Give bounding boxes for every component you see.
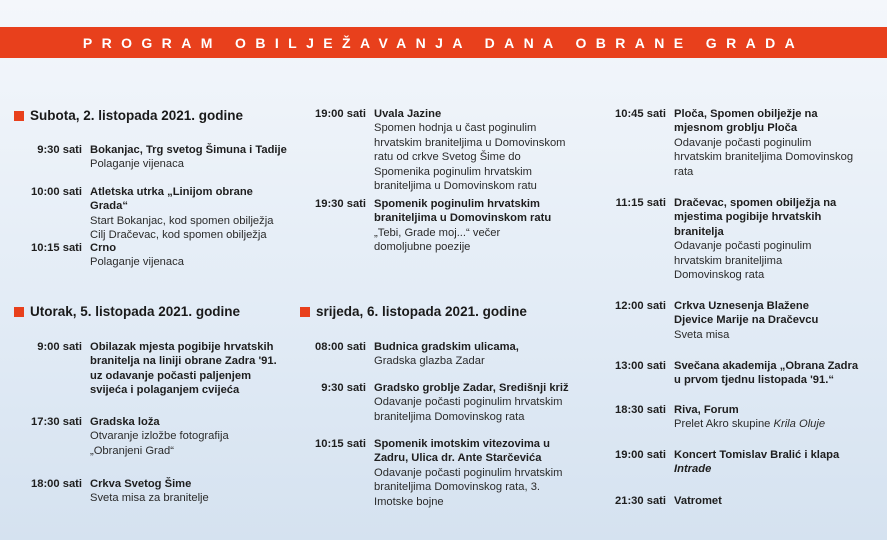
event-item: 10:00 sati Atletska utrka „Linijom obrane Grada“ Start Bokanjac, kod spomen obilježja Cilj Dračevac, kod spomen obilježja <box>31 186 274 242</box>
event-item: 9:30 sati Gradsko groblje Zadar, Središnji križ Odavanje počasti poginulim hrvatskim braniteljima Domovinskog rata <box>321 382 569 423</box>
event-item: 19:00 sati Uvala Jazine Spomen hodnja u čast poginulim hrvatskim braniteljima u Domovinskom ratu od crkve Svetog Šime do Spomenika poginulim hrvatskim braniteljima u Domovinskom ratu <box>315 108 566 193</box>
event-item: 10:15 sati Spomenik imotskim vitezovima u Zadru, Ulica dr. Ante Starčevića Odavanje počasti poginulim hrvatskim braniteljima Domovinskog rata, 3. Imotske bojne <box>315 438 563 508</box>
event-item: 9:00 sati Obilazak mjesta pogibije hrvatskih branitelja na liniji obrane Zadra '91. uz odavanje počasti paljenjem svijeća i polaganjem cvijeća <box>37 341 277 397</box>
event-item: 18:30 sati Riva, Forum Prelet Akro skupine Krila Oluje <box>615 404 826 431</box>
event-item: 18:00 sati Crkva Svetog Šime Sveta misa za branitelje <box>31 478 209 505</box>
day-header-saturday: Subota, 2. listopada 2021. godine <box>14 108 243 123</box>
event-item: 13:00 sati Svečana akademija „Obrana Zadra u prvom tjednu listopada '91.“ <box>615 360 859 387</box>
event-item: 21:30 sati Vatromet <box>615 495 722 507</box>
event-item: 19:00 sati Koncert Tomislav Bralić i klapa Intrade <box>615 449 840 476</box>
square-marker-icon <box>14 111 24 121</box>
event-item: 08:00 sati Budnica gradskim ulicama, Gradska glazba Zadar <box>315 341 519 368</box>
event-item: 10:45 sati Ploča, Spomen obilježje na mjesnom groblju Ploča Odavanje počasti poginulim hrvatskim braniteljima Domovinskog rata <box>615 108 854 178</box>
event-item: 17:30 sati Gradska loža Otvaranje izložbe fotografija „Obranjeni Grad“ <box>31 416 229 457</box>
day-header-tuesday: Utorak, 5. listopada 2021. godine <box>14 304 240 319</box>
event-item: 19:30 sati Spomenik poginulim hrvatskim braniteljima u Domovinskom ratu „Tebi, Grade moj...“ večer domoljubne poezije <box>315 198 552 254</box>
square-marker-icon <box>14 307 24 317</box>
day-header-wednesday: srijeda, 6. listopada 2021. godine <box>300 304 527 319</box>
banner-title: PROGRAM OBILJEŽAVANJA DANA OBRANE GRADA <box>82 34 805 51</box>
event-item: 9:30 sati Bokanjac, Trg svetog Šimuna i Tadije Polaganje vijenaca <box>37 144 287 171</box>
title-banner <box>0 27 887 58</box>
event-item: 12:00 sati Crkva Uznesenja Blažene Djevice Marije na Dračevcu Sveta misa <box>615 300 819 341</box>
event-item: 11:15 sati Dračevac, spomen obilježja na mjestima pogibije hrvatskih branitelja Odavanje počasti poginulim hrvatskim braniteljima Domovinskog rata <box>615 197 837 282</box>
square-marker-icon <box>300 307 310 317</box>
event-item: 10:15 sati Crno Polaganje vijenaca <box>31 242 184 269</box>
